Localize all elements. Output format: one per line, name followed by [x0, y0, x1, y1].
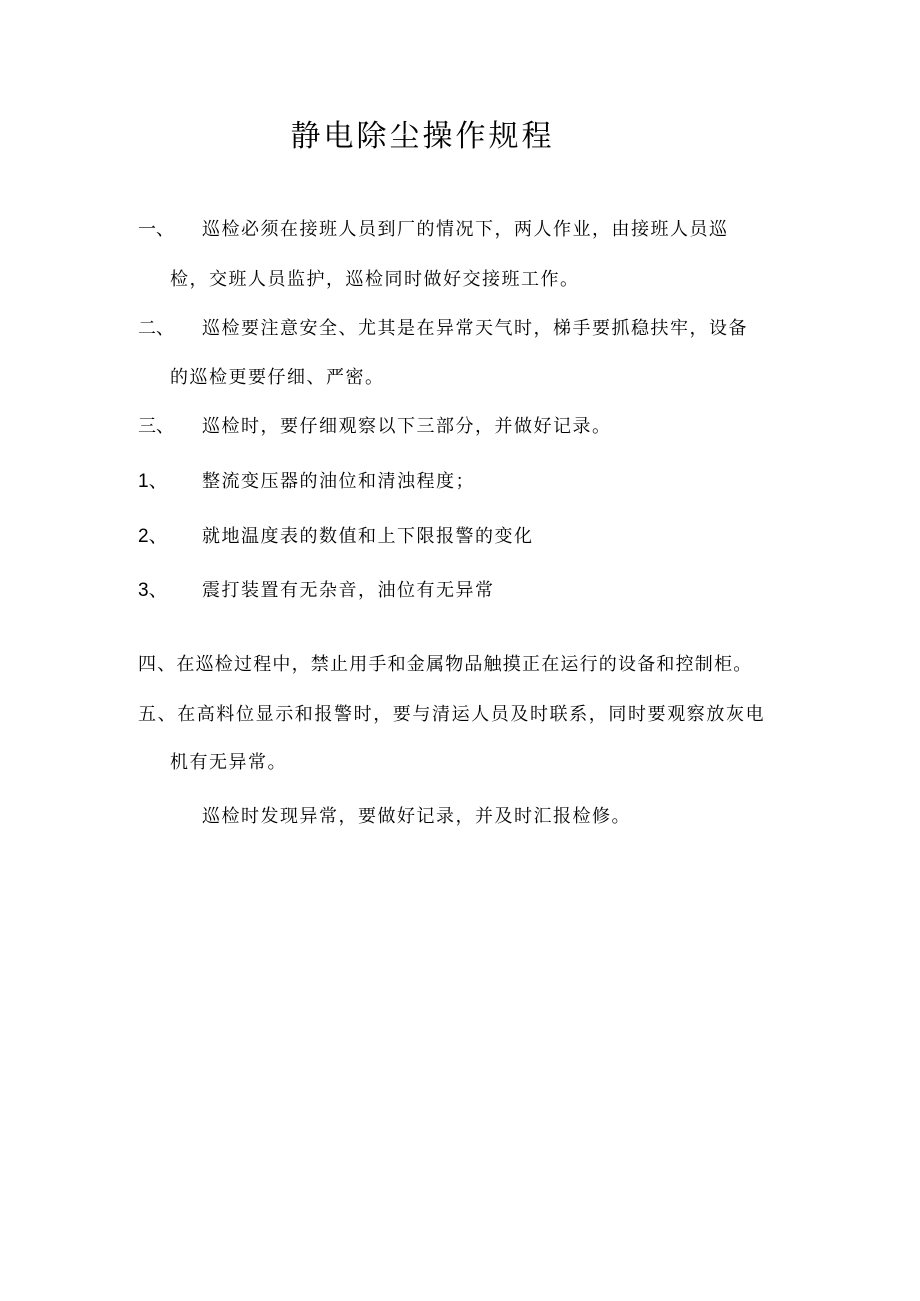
subitem-1-text: 整流变压器的油位和清浊程度； — [202, 471, 475, 492]
subitem-2-text: 就地温度表的数值和上下限报警的变化 — [202, 526, 534, 547]
item-1-text-line-1: 巡检必须在接班人员到厂的情况下，两人作业，由接班人员巡 — [202, 219, 729, 240]
closing-note: 巡检时发现异常，要做好记录，并及时汇报检修。 — [202, 806, 631, 827]
item-2-text-line-1: 巡检要注意安全、尤其是在异常天气时，梯手要抓稳扶牢，设备 — [202, 318, 748, 339]
subitem-3-marker: 3、 — [138, 580, 168, 601]
document-title: 静电除尘操作规程 — [290, 119, 555, 154]
item-2-text-line-2: 的巡检更要仔细、严密。 — [170, 367, 385, 388]
item-3-marker: 三、 — [138, 416, 174, 437]
item-1-marker: 一、 — [138, 219, 174, 240]
subitem-1-marker: 1、 — [138, 471, 168, 492]
item-5-text-line-2: 机有无异常。 — [170, 752, 287, 773]
item-1-text-line-2: 检，交班人员监护，巡检同时做好交接班工作。 — [170, 269, 580, 290]
subitem-3-text: 震打装置有无杂音，油位有无异常 — [202, 580, 495, 601]
item-3-text: 巡检时，要仔细观察以下三部分，并做好记录。 — [202, 416, 612, 437]
item-2-marker: 二、 — [138, 318, 174, 339]
subitem-2-marker: 2、 — [138, 526, 168, 547]
item-5-text-line-1: 五、在高料位显示和报警时，要与清运人员及时联系，同时要观察放灰电 — [138, 704, 766, 725]
item-4-text: 四、在巡检过程中，禁止用手和金属物品触摸正在运行的设备和控制柜。 — [138, 654, 753, 675]
